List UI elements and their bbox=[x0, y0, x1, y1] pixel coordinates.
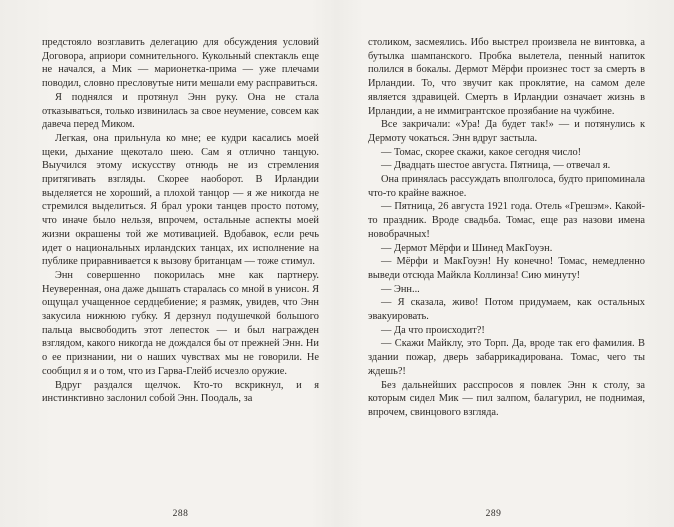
paragraph: столиком, засмеялись. Ибо выстрел произвела не винтовка, а бутылка шампанского. Пробка вылетела, пенный напиток полился в бокалы. Дермот Мёрфи произнес тост за смерть в Ирландии. То, что звучит как проклятие, на самом деле является здравицей. Смерть в Ирландии означает жизнь в Ирландии, а не иммигрантское прозябание на чужбине. bbox=[368, 37, 645, 117]
page-number-right: 289 bbox=[485, 509, 502, 519]
paragraph: Легкая, она прильнула ко мне; ее кудри касались моей щеки, дыхание щекотало шею. Сам я отлично танцую. Выучился этому искусству отнюдь не из стремления притягивать взгляды. Скорее наоборот. В Ирландии выделяется не хороший, а плохой танцор — я же никогда не стремился выделиться. Я брал уроки танцев просто потому, что иначе было нельзя, впрочем, остальные аспекты моей жизни окрашены той же мотивацией. Вдобавок, если речь идет о национальных ирландских танцах, их исполнение на публике приравнивается к вызову британцам — тоже стимул. bbox=[42, 132, 319, 268]
page-number-left: 288 bbox=[172, 509, 189, 519]
paragraph-dialogue: — Дермот Мёрфи и Шинед МакГоуэн. bbox=[381, 242, 553, 254]
paragraph-dialogue: — Энн... bbox=[381, 283, 420, 295]
paragraph-dialogue: — Да что происходит?! bbox=[381, 324, 485, 336]
page-right-text bbox=[368, 36, 645, 420]
paragraph: Все закричали: «Ура! Да будет так!» — и потянулись к Дермоту чокаться. Энн вдруг застыла. bbox=[368, 119, 645, 144]
paragraph: предстояло возглавить делегацию для обсуждения условий Договора, априори сомнительного. Кукольный спектакль еще не начался, а Мик — марионетка-прима — уже плечами поводил, словно пресловутые нити мешали ему расправиться. bbox=[42, 37, 319, 90]
paragraph-dialogue: — Мёрфи и МакГоуэн! Ну конечно! Томас, немедленно выведи отсюда Майкла Коллинза! Сию минуту! bbox=[368, 256, 645, 281]
paragraph: Вдруг раздался щелчок. Кто-то вскрикнул, и я инстинктивно заслонил собой Энн. Поодаль, за bbox=[42, 379, 319, 405]
paragraph-dialogue: — Скажи Майклу, это Торп. Да, вроде так его фамилия. В здании пожар, дверь забаррикадирована. Томас, чего ты ждешь?! bbox=[368, 338, 645, 377]
paragraph: Энн совершенно покорилась мне как партнеру. Неуверенная, она даже дышать старалась со мной в унисон. Я ощущал учащенное сердцебиение; я размяк, увидев, что Энн закусила нижнюю губку. Я дерзнул подушечкой большого пальца высвободить этот лепесток — и был награжден взглядом, какого никогда не дождался бы от прежней Энн. Ни о ее признании, ни о наших чувствах мы не говорили. Не сообщил я и о том, что из Гарва-Глейб исчезло оружие. bbox=[42, 269, 319, 377]
page-right bbox=[337, 0, 674, 527]
paragraph-dialogue: — Я сказала, живо! Потом придумаем, как остальных эвакуировать. bbox=[368, 297, 645, 323]
paragraph-dialogue: — Томас, скорее скажи, какое сегодня число! bbox=[381, 146, 582, 158]
page-left-text bbox=[42, 36, 319, 406]
paragraph: Я поднялся и протянул Энн руку. Она не стала отказываться, только извинилась за свое неумение, совсем как давеча перед Миком. bbox=[42, 91, 319, 131]
paragraph-dialogue: — Пятница, 26 августа 1921 года. Отель «Грешэм». Какой-то праздник. Вроде свадьба. Томас, еще раз назови имена новобрачных! bbox=[368, 201, 645, 240]
paragraph: Без дальнейших расспросов я повлек Энн к столу, за которым сидел Мик — пил залпом, балагурил, не поднимая, впрочем, свинцового взгляда. bbox=[368, 379, 645, 418]
paragraph: Она принялась рассуждать вполголоса, будто припоминала что-то крайне важное. bbox=[368, 174, 645, 199]
paragraph-dialogue: — Двадцать шестое августа. Пятница, — отвечал я. bbox=[381, 160, 611, 172]
